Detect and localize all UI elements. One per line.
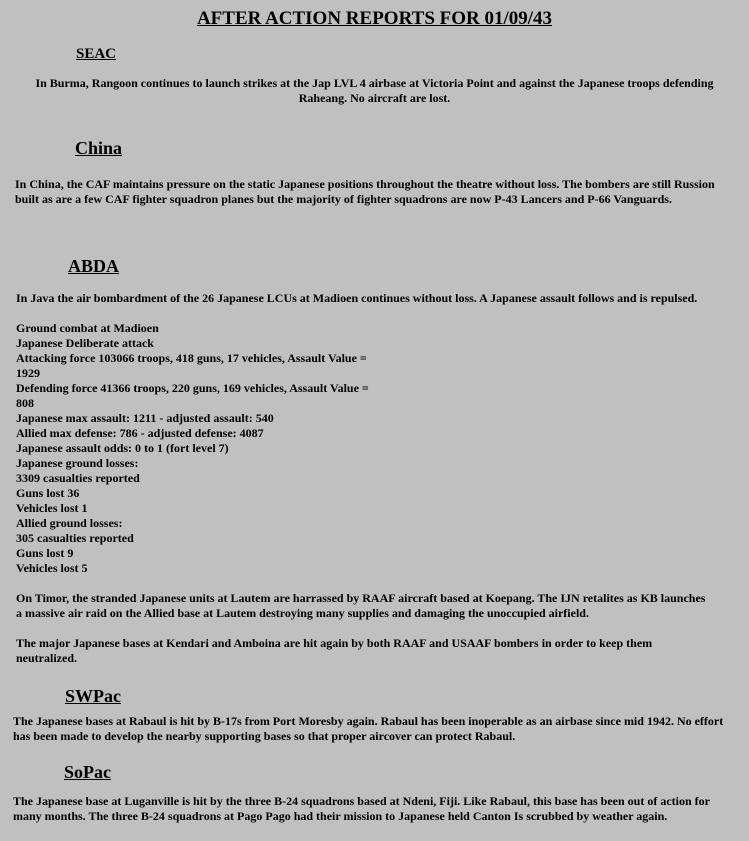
combat-line: Vehicles lost 5 — [16, 561, 88, 575]
page-title: AFTER ACTION REPORTS FOR 01/09/43 — [196, 8, 553, 29]
combat-line: Japanese ground losses: — [16, 456, 139, 470]
combat-line: Vehicles lost 1 — [16, 501, 88, 515]
seac-paragraph: In Burma, Rangoon continues to launch strikes at the Jap LVL 4 airbase at Victoria Point and against the Japanese troops defending Raheang. No aircraft are lost. — [35, 76, 714, 105]
combat-line: Allied ground losses: — [16, 516, 123, 530]
combat-line: Ground combat at Madioen — [16, 321, 159, 335]
combat-line: Guns lost 36 — [16, 486, 80, 500]
combat-line: 305 casualties reported — [16, 531, 134, 545]
combat-line: Japanese assault odds: 0 to 1 (fort level 7) — [16, 441, 229, 455]
sopac-heading: SoPac — [64, 762, 111, 782]
kendari-paragraph: The major Japanese bases at Kendari and Amboina are hit again by both RAAF and USAAF bombers in order to keep them neutralized. — [16, 636, 653, 665]
combat-line: Allied max defense: 786 - adjusted defense: 4087 — [16, 426, 264, 440]
swpac-heading: SWPac — [65, 686, 121, 706]
combat-line: Japanese max assault: 1211 - adjusted assault: 540 — [16, 411, 274, 425]
combat-line: 1929 — [16, 366, 40, 380]
combat-line: Attacking force 103066 troops, 418 guns, 17 vehicles, Assault Value = — [16, 351, 367, 365]
combat-line: Guns lost 9 — [16, 546, 74, 560]
swpac-paragraph: The Japanese bases at Rabaul is hit by B-17s from Port Moresby again. Rabaul has been inoperable as an airbase since mid 1942. No effort has been made to develop the nearby supporting bases so that proper aircover can protect Rabaul. — [13, 714, 724, 743]
combat-line: 808 — [16, 396, 34, 410]
combat-line: 3309 casualties reported — [16, 471, 140, 485]
ground-combat-report — [16, 321, 369, 576]
china-paragraph: In China, the CAF maintains pressure on the static Japanese positions throughout the theatre without loss. The bombers are still Russion built as are a few CAF fighter squadron planes but the majority of fighter squadrons are now P-43 Lancers and P-66 Vanguards. — [15, 177, 715, 206]
abda-intro-paragraph: In Java the air bombardment of the 26 Japanese LCUs at Madioen continues without loss. A Japanese assault follows and is repulsed. — [16, 291, 698, 305]
china-heading: China — [75, 138, 123, 158]
abda-heading: ABDA — [68, 256, 120, 276]
seac-heading: SEAC — [76, 46, 117, 62]
sopac-paragraph: The Japanese base at Luganville is hit by the three B-24 squadrons based at Ndeni, Fiji. Like Rabaul, this base has been out of action for many months. The three B-24 squadrons at Pago Pago had their mission to Japanese held Canton Is scrubbed by weather again. — [13, 794, 710, 823]
combat-line: Defending force 41366 troops, 220 guns, 169 vehicles, Assault Value = — [16, 381, 369, 395]
timor-paragraph: On Timor, the stranded Japanese units at Lautem are harrassed by RAAF aircraft based at Koepang. The IJN retalites as KB launches a massive air raid on the Allied base at Lautem destroying many supplies and damaging the unoccupied airfield. — [16, 591, 706, 620]
combat-line: Japanese Deliberate attack — [16, 336, 154, 350]
